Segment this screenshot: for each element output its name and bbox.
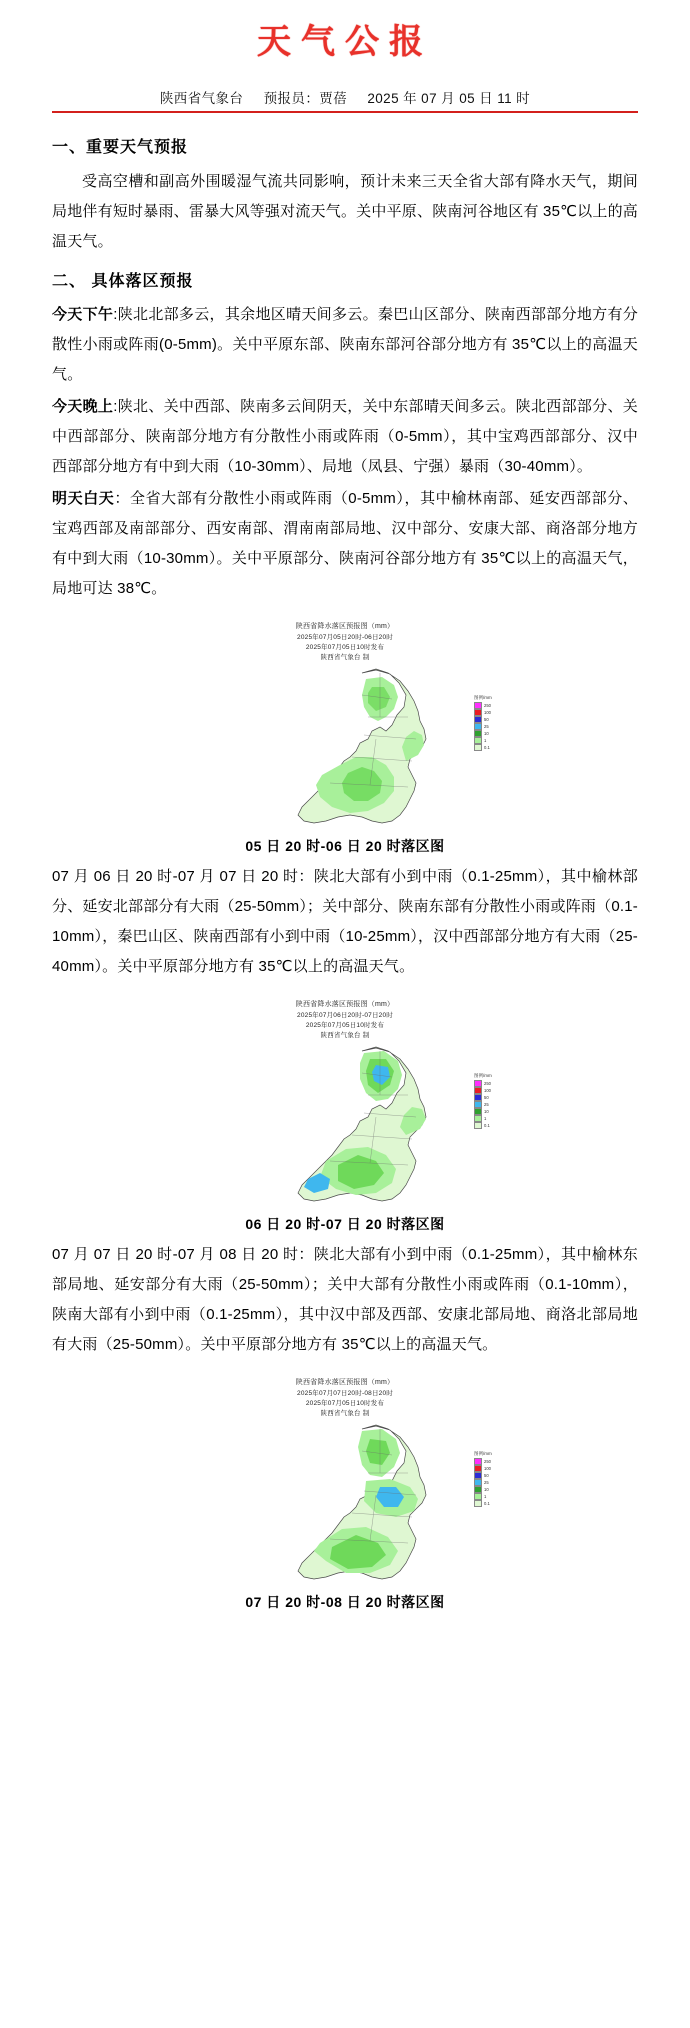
legend-item <box>474 702 504 709</box>
legend-swatch-10 <box>474 730 482 737</box>
map-legend-3 <box>474 1451 504 1507</box>
legend-label-100: 100 <box>484 1088 491 1094</box>
map-org-1: 陕西省气象台 制 <box>320 654 370 662</box>
map-period-3: 2025年07月07日20时-08日20时 <box>297 1390 393 1398</box>
legend-swatch-50 <box>474 1472 482 1479</box>
byline <box>52 87 638 107</box>
legend-label-10: 10 <box>484 731 489 737</box>
map-caption-2: 06 日 20 时-07 日 20 时落区图 <box>245 1216 445 1233</box>
legend-item <box>474 1108 504 1115</box>
legend-label-50: 50 <box>484 1473 489 1479</box>
legend-item <box>474 1122 504 1129</box>
bulletin-content <box>52 113 638 1628</box>
legend-item <box>474 1094 504 1101</box>
legend-item <box>474 737 504 744</box>
legend-swatch-10 <box>474 1108 482 1115</box>
legend-swatch-01 <box>474 1122 482 1129</box>
legend-label-50: 50 <box>484 1095 489 1101</box>
legend-swatch-100 <box>474 1087 482 1094</box>
legend-item <box>474 1115 504 1122</box>
legend-item <box>474 1479 504 1486</box>
paragraph-important-forecast: 受高空槽和副高外围暖湿气流共同影响，预计未来三天全省大部有降水天气，期间局地伴有短时暴雨、雷暴大风等强对流天气。关中平原、陕南河谷地区有 35℃以上的高温天气。 <box>52 172 638 250</box>
legend-swatch-1 <box>474 737 482 744</box>
map-regions-1 <box>298 669 426 823</box>
legend-item <box>474 1101 504 1108</box>
map-org-3: 陕西省气象台 制 <box>320 1410 370 1418</box>
legend-label-10: 10 <box>484 1109 489 1115</box>
legend-label-25: 25 <box>484 1102 489 1108</box>
legend-label-100: 100 <box>484 710 491 716</box>
map-caption-3: 07 日 20 时-08 日 20 时落区图 <box>245 1594 445 1611</box>
map-legend-2 <box>474 1073 504 1129</box>
legend-item <box>474 744 504 751</box>
legend-swatch-1 <box>474 1115 482 1122</box>
map-regions-3 <box>298 1425 426 1579</box>
lead-tomorrow-daytime: 明天白天 <box>52 490 115 508</box>
map-card-3 <box>180 1376 510 1586</box>
legend-item <box>474 1458 504 1465</box>
map-issued-3: 2025年07月05日10时发布 <box>305 1400 385 1408</box>
paragraph-this-afternoon <box>52 300 638 390</box>
map-header-2 <box>180 998 510 1041</box>
precipitation-map-figure-3 <box>52 1376 638 1612</box>
legend-swatch-250 <box>474 1458 482 1465</box>
paragraph-tonight <box>52 392 638 482</box>
shaanxi-map-svg-2 <box>180 1043 510 1208</box>
lead-this-afternoon: 今天下午 <box>52 306 114 324</box>
legend-label-10: 10 <box>484 1487 489 1493</box>
shaanxi-map-svg-3 <box>180 1421 510 1586</box>
map-card-2 <box>180 998 510 1208</box>
legend-swatch-250 <box>474 1080 482 1087</box>
legend-label-250: 250 <box>484 1081 491 1087</box>
map-period-1: 2025年07月05日20时-06日20时 <box>297 634 393 642</box>
legend-swatch-100 <box>474 1465 482 1472</box>
legend-title-1: 图例/mm <box>474 695 492 701</box>
legend-item <box>474 1500 504 1507</box>
legend-swatch-50 <box>474 1094 482 1101</box>
legend-swatch-250 <box>474 702 482 709</box>
legend-swatch-50 <box>474 716 482 723</box>
legend-swatch-1 <box>474 1493 482 1500</box>
legend-label-01: 0.1 <box>484 1501 490 1507</box>
legend-swatch-25 <box>474 1101 482 1108</box>
map-header-1 <box>180 620 510 663</box>
legend-item <box>474 1087 504 1094</box>
map-issued-2: 2025年07月05日10时发布 <box>305 1022 385 1030</box>
shaanxi-map-svg-1 <box>180 665 510 830</box>
map-issued-1: 2025年07月05日10时发布 <box>305 644 385 652</box>
map-period-2: 2025年07月06日20时-07日20时 <box>297 1012 393 1020</box>
legend-item <box>474 723 504 730</box>
legend-swatch-25 <box>474 1479 482 1486</box>
legend-item <box>474 730 504 737</box>
text-tonight: :陕北、关中西部、陕南多云间阴天，关中东部晴天间多云。陕北西部部分、关中西部部分、陕南部分地方有分散性小雨或阵雨（0-5mm），其中宝鸡西部部分、汉中西部部分地方有中到大雨（10-30mm）、局地（凤县、宁强）暴雨（30-40mm）。 <box>52 398 638 476</box>
issue-datetime: 2025 年 07 月 05 日 11 时 <box>367 91 531 106</box>
issuer-name: 陕西省气象台 <box>159 91 244 106</box>
map-regions-2 <box>298 1047 426 1201</box>
legend-label-250: 250 <box>484 1459 491 1465</box>
map-body-2 <box>180 1043 510 1208</box>
legend-swatch-01 <box>474 744 482 751</box>
map-card-1 <box>180 620 510 830</box>
precipitation-map-figure-2 <box>52 998 638 1234</box>
lead-tonight: 今天晚上 <box>52 398 114 416</box>
paragraph-forecast-day3: 07 月 07 日 20 时-07 月 08 日 20 时：陕北大部有小到中雨（0.1-25mm），其中榆林东部局地、延安部分有大雨（25-50mm）；关中大部有分散性小雨或阵雨（0.1-10mm），陕南大部有小到中雨（0.1-25mm），其中汉中部及西部、安康北部局地、商洛北部局地有大雨（25-50mm）。关中平原部分地方有 35℃以上的高温天气。 <box>52 1246 638 1354</box>
legend-item <box>474 1493 504 1500</box>
map-body-3 <box>180 1421 510 1586</box>
legend-label-1: 1 <box>484 738 487 744</box>
legend-label-1: 1 <box>484 1116 487 1122</box>
map-org-2: 陕西省气象台 制 <box>320 1032 370 1040</box>
section-heading-important-forecast: 一、重要天气预报 <box>52 139 189 156</box>
map-title-2: 陕西省降水落区预报图（mm） <box>295 1001 395 1009</box>
map-body-1 <box>180 665 510 830</box>
legend-item <box>474 1080 504 1087</box>
section-heading-detailed-forecast: 二、 具体落区预报 <box>52 272 194 290</box>
forecaster-label: 预报员：贾蓓 <box>263 91 348 106</box>
legend-label-25: 25 <box>484 724 489 730</box>
legend-swatch-01 <box>474 1500 482 1507</box>
precipitation-map-figure-1 <box>52 620 638 856</box>
text-tomorrow-daytime: ：全省大部有分散性小雨或阵雨（0-5mm），其中榆林南部、延安西部部分、宝鸡西部及南部部分、西安南部、渭南南部局地、汉中部分、安康大部、商洛部分地方有中到大雨（10-30mm）。关中平原部分、陕南河谷部分地方有 35℃以上的高温天气，局地可达 38℃。 <box>52 490 638 598</box>
legend-item <box>474 716 504 723</box>
map-legend-1 <box>474 695 504 751</box>
legend-label-50: 50 <box>484 717 489 723</box>
legend-label-1: 1 <box>484 1494 487 1500</box>
legend-title-2: 图例/mm <box>474 1073 492 1079</box>
legend-label-100: 100 <box>484 1466 491 1472</box>
legend-swatch-10 <box>474 1486 482 1493</box>
paragraph-tomorrow-daytime <box>52 484 638 604</box>
legend-item <box>474 1472 504 1479</box>
legend-item <box>474 1465 504 1472</box>
page-title: 天气公报 <box>257 22 433 62</box>
map-title-1: 陕西省降水落区预报图（mm） <box>295 623 395 631</box>
legend-item <box>474 1486 504 1493</box>
paragraph-forecast-day2: 07 月 06 日 20 时-07 月 07 日 20 时：陕北大部有小到中雨（0.1-25mm），其中榆林部分、延安北部部分有大雨（25-50mm）；关中部分、陕南东部有分散性小雨或阵雨（0.1-10mm），秦巴山区、陕南西部有小到中雨（10-25mm），汉中西部部分地方有大雨（25-40mm）。关中平原部分地方有 35℃以上的高温天气。 <box>52 868 638 976</box>
byline-rule <box>52 87 638 113</box>
map-caption-1: 05 日 20 时-06 日 20 时落区图 <box>245 838 445 855</box>
legend-swatch-25 <box>474 723 482 730</box>
map-title-3: 陕西省降水落区预报图（mm） <box>295 1379 395 1387</box>
text-this-afternoon: :陕北北部多云，其余地区晴天间多云。秦巴山区部分、陕南西部部分地方有分散性小雨或阵雨(0-5mm)。关中平原东部、陕南东部河谷部分地方有 35℃以上的高温天气。 <box>52 306 638 384</box>
legend-label-01: 0.1 <box>484 1123 490 1129</box>
legend-label-250: 250 <box>484 703 491 709</box>
legend-label-25: 25 <box>484 1480 489 1486</box>
legend-label-01: 0.1 <box>484 745 490 751</box>
legend-swatch-100 <box>474 709 482 716</box>
legend-title-3: 图例/mm <box>474 1451 492 1457</box>
map-header-3 <box>180 1376 510 1419</box>
legend-item <box>474 709 504 716</box>
